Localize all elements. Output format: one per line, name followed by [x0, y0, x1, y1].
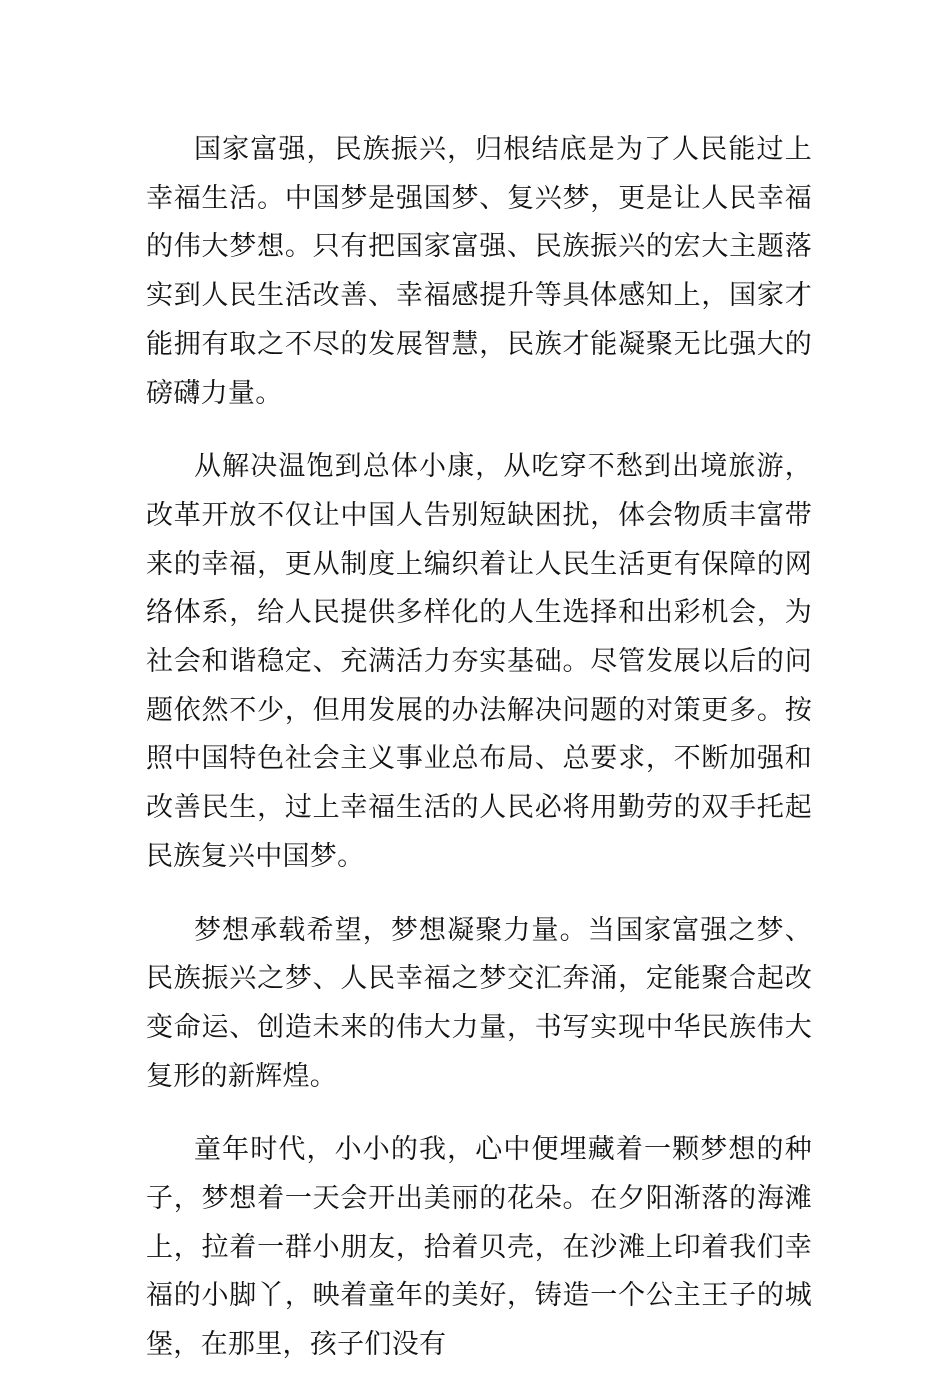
- paragraph-1: 国家富强，民族振兴，归根结底是为了人民能过上幸福生活。中国梦是强国梦、复兴梦，更是让人民幸福的伟大梦想。只有把国家富强、民族振兴的宏大主题落实到人民生活改善、幸福感提升等具体感知上，国家才能拥有取之不尽的发展智慧，民族才能凝聚无比强大的磅礴力量。: [146, 134, 812, 409]
- document-body: [146, 126, 812, 1395]
- paragraph-2: 从解决温饱到总体小康，从吃穿不愁到出境旅游，改革开放不仅让中国人告别短缺困扰，体会物质丰富带来的幸福，更从制度上编织着让人民生活更有保障的网络体系，给人民提供多样化的人生选择和出彩机会，为社会和谐稳定、充满活力夯实基础。尽管发展以后的问题依然不少，但用发展的办法解决问题的对策更多。按照中国特色社会主义事业总布局、总要求，不断加强和改善民生，过上幸福生活的人民必将用勤劳的双手托起民族复兴中国梦。: [146, 451, 812, 872]
- paragraph-3: 梦想承载希望，梦想凝聚力量。当国家富强之梦、民族振兴之梦、人民幸福之梦交汇奔涌，定能聚合起改变命运、创造未来的伟大力量，书写实现中华民族伟大复形的新辉煌。: [146, 914, 812, 1092]
- paragraph-4: 童年时代，小小的我，心中便埋藏着一颗梦想的种子，梦想着一天会开出美丽的花朵。在夕阳渐落的海滩上，拉着一群小朋友，拾着贝壳，在沙滩上印着我们幸福的小脚丫，映着童年的美好，铸造一个公主王子的城堡，在那里，孩子们没有: [146, 1134, 812, 1361]
